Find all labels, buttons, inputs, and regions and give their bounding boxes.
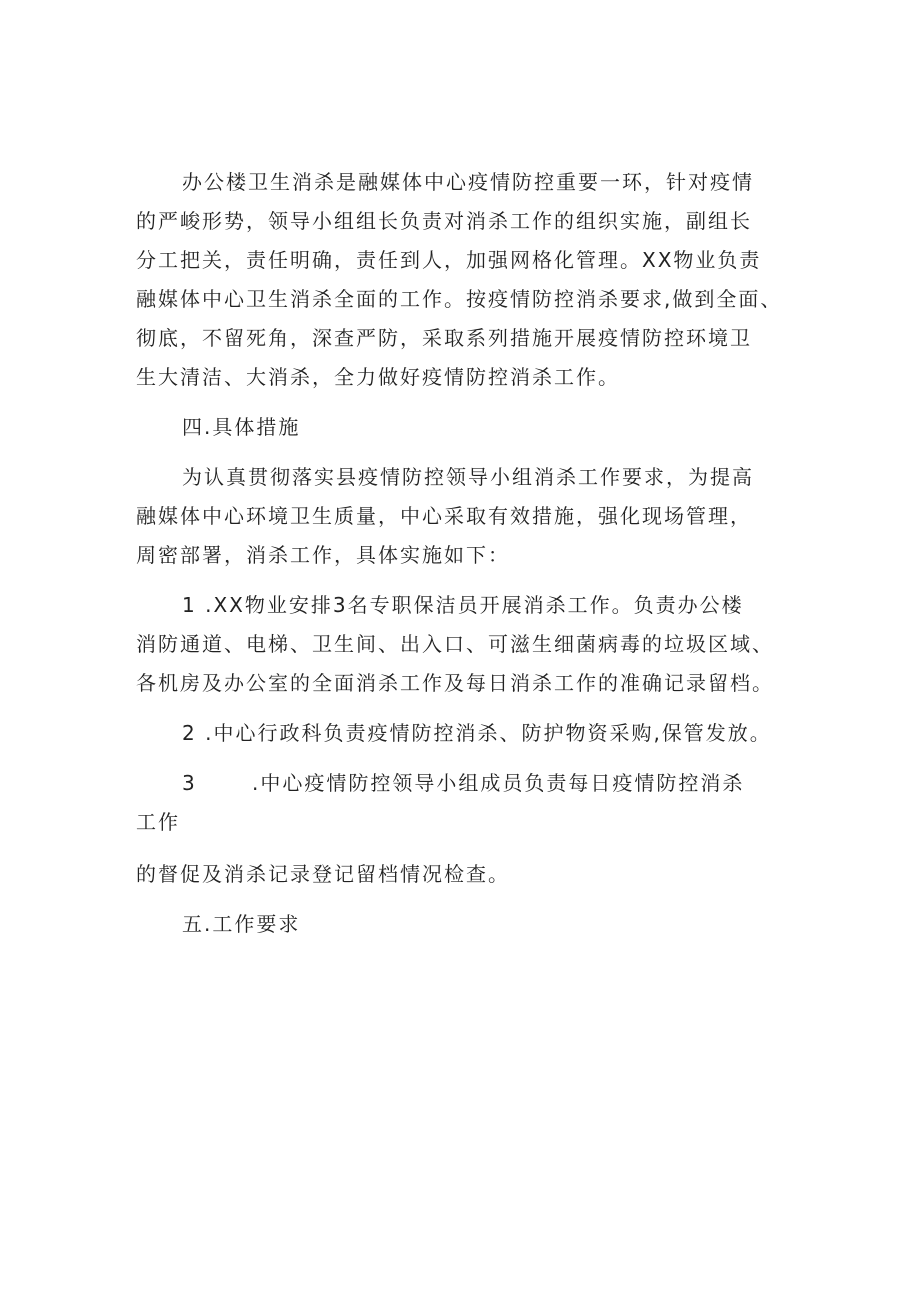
section-heading-specific-measures: 四.具体措施 — [182, 415, 301, 439]
paragraph-line: 办公楼卫生消杀是融媒体中心疫情防控重要一环，针对疫情 — [182, 170, 754, 194]
paragraph-line: 彻底，不留死角，深查严防，采取系列措施开展疫情防控环境卫 — [136, 326, 752, 350]
paragraph-line: 各机房及办公室的全面消杀工作及每日消杀工作的准确记录留档。 — [136, 671, 774, 695]
paragraph-line: 为认真贯彻落实县疫情防控领导小组消杀工作要求，为提高 — [182, 465, 754, 489]
list-item-3 — [136, 764, 786, 894]
paragraph-line: 1 .XX物业安排3名专职保洁员开展消杀工作。负责办公楼 — [182, 593, 744, 617]
paragraph-measures-intro — [136, 458, 786, 575]
paragraph-line: 2 .中心行政科负责疫情防控消杀、防护物资采购,保管发放。 — [182, 721, 772, 745]
paragraph-line: 周密部署，消杀工作，具体实施如下： — [136, 543, 510, 567]
paragraph-line: 工作 — [136, 810, 180, 834]
section-heading-work-requirements: 五.工作要求 — [182, 912, 301, 936]
list-item-1 — [136, 586, 786, 703]
document-body — [136, 163, 786, 955]
paragraph-line: 融媒体中心卫生消杀全面的工作。按疫情防控消杀要求,做到全面、 — [136, 287, 783, 311]
paragraph-line: 的严峻形势，领导小组组长负责对消杀工作的组织实施，副组长 — [136, 209, 752, 233]
paragraph-line: 消防通道、电梯、卫生间、出入口、可滋生细菌病毒的垃圾区域、 — [136, 632, 774, 656]
list-item-text: .中心疫情防控领导小组成员负责每日疫情防控消杀 — [252, 771, 745, 795]
list-item-2 — [136, 714, 786, 753]
paragraph-line: 的督促及消杀记录登记留档情况检查。 — [136, 862, 510, 886]
paragraph-line: 融媒体中心环境卫生质量，中心采取有效措施，强化现场管理， — [136, 504, 752, 528]
paragraph-line: 分工把关，责任明确，责任到人，加强网格化管理。XX物业负责 — [136, 248, 762, 272]
paragraph-disinfection-overview — [136, 163, 786, 397]
list-number: 3 — [182, 771, 197, 795]
paragraph-line: 生大清洁、大消杀，全力做好疫情防控消杀工作。 — [136, 365, 620, 389]
list-item-3-first-line — [136, 764, 786, 803]
